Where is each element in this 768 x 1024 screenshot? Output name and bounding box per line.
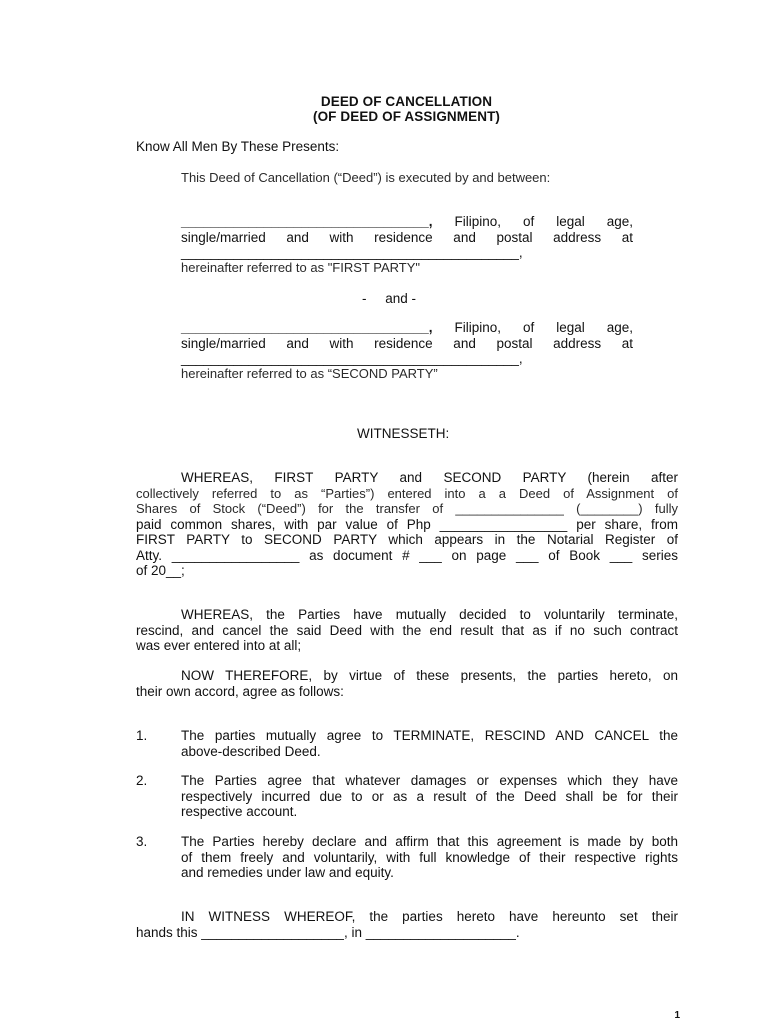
first-party-line3: _____________________________________________, — [181, 245, 523, 260]
salutation: Know All Men By These Presents: — [136, 139, 340, 154]
item2-line2: respectively incurred due to or as a result of the Deed shall be for their — [181, 788, 678, 804]
whereas1-line3: Shares of Stock (“Deed”) for the transfer of _______________ (________) fully — [136, 501, 678, 516]
document-title: DEED OF CANCELLATION — [320, 94, 493, 109]
first-party-line4: hereinafter referred to as "FIRST PARTY" — [181, 259, 420, 275]
whereas1-line2: collectively referred to as “Parties”) entered into a a Deed of Assignment of — [136, 485, 678, 501]
whereas1-line7: of 20__; — [136, 563, 185, 578]
whereas-clause-2 — [136, 607, 678, 654]
page-number: 1 — [674, 1010, 680, 1021]
in-witness-clause — [136, 909, 678, 940]
list-item-number: 3. — [136, 834, 148, 849]
witnesseth-heading: WITNESSETH: — [357, 426, 450, 441]
document-subtitle: (OF DEED OF ASSIGNMENT) — [312, 109, 501, 124]
whereas1-line5: FIRST PARTY to SECOND PARTY which appears in the Notarial Register of — [136, 532, 678, 547]
item3-line2: of them freely and voluntarily, with full knowledge of their respective rights — [181, 849, 678, 865]
whereas1-line6: Atty. _________________ as document # ___ on page ___ of Book ___ series — [136, 547, 678, 563]
item3-line1: The Parties hereby declare and affirm that this agreement is made by both — [181, 834, 678, 849]
whereas1-line1: WHEREAS, FIRST PARTY and SECOND PARTY (herein after — [181, 470, 678, 485]
item2-line1: The Parties agree that whatever damages or expenses which they have — [181, 773, 678, 788]
list-item-number: 2. — [136, 773, 148, 788]
item2-line3: respective account. — [181, 804, 298, 819]
whereas2-line3: was ever entered into at all; — [136, 638, 302, 653]
whereas1-line4: paid common shares, with par value of Php _________________ per share, from — [136, 516, 678, 532]
list-item-number: 1. — [136, 728, 148, 743]
now-therefore-line2: their own accord, agree as follows: — [136, 683, 344, 699]
intro-text: This Deed of Cancellation (“Deed”) is executed by and between: — [181, 170, 551, 185]
item1-line1: The parties mutually agree to TERMINATE, RESCIND AND CANCEL the — [181, 728, 678, 743]
and-separator: - and - — [362, 291, 417, 306]
second-party-line1: _________________________________, Filipino, of legal age, — [181, 320, 633, 335]
first-party-line1: _________________________________, Filipino, of legal age, — [181, 214, 633, 229]
in-witness-line1: IN WITNESS WHEREOF, the parties hereto have hereunto set their — [181, 909, 678, 924]
first-party-line2: single/married and with residence and postal address at — [181, 229, 633, 245]
second-party-line4: hereinafter referred to as “SECOND PARTY” — [181, 365, 438, 381]
second-party-line2: single/married and with residence and postal address at — [181, 335, 633, 351]
now-therefore-line1: NOW THEREFORE, by virtue of these presents, the parties hereto, on — [181, 668, 678, 683]
second-party-block — [181, 320, 633, 381]
second-party-line3: _____________________________________________, — [181, 351, 523, 366]
in-witness-line2: hands this ___________________, in ____________________. — [136, 924, 520, 940]
whereas-clause-1 — [136, 470, 678, 579]
item3-line3: and remedies under law and equity. — [181, 865, 394, 880]
first-party-block — [181, 214, 633, 275]
whereas2-line2: rescind, and cancel the said Deed with the end result that as if no such contract — [136, 622, 678, 638]
whereas2-line1: WHEREAS, the Parties have mutually decided to voluntarily terminate, — [181, 607, 678, 622]
now-therefore-clause — [136, 668, 678, 699]
item1-line2: above-described Deed. — [181, 743, 321, 759]
